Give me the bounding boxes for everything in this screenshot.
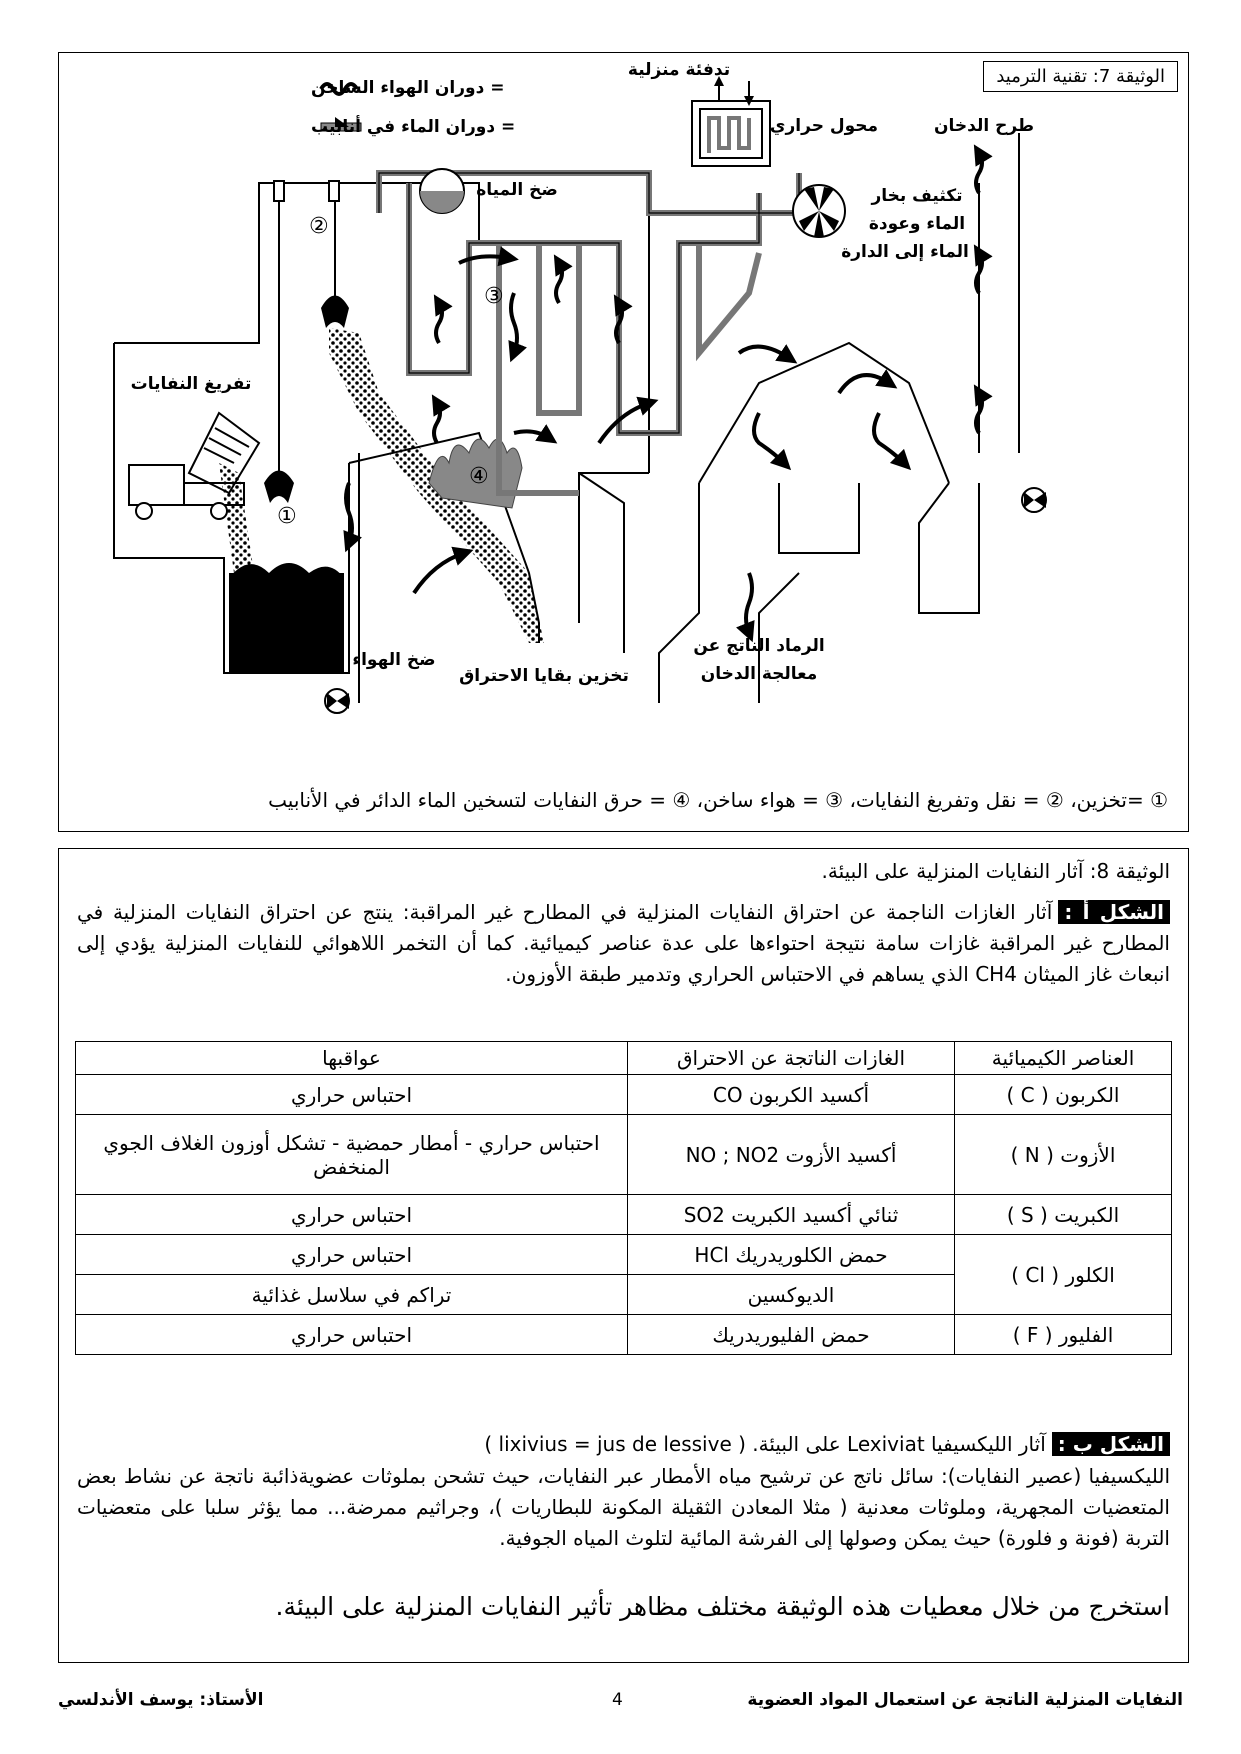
label-ash-1: الرماد الناتج عن: [693, 636, 825, 656]
table-row: [76, 1235, 1172, 1275]
cell-element: الأزوت ( N ): [955, 1115, 1172, 1195]
figure-b-heading-text: آثار الليكسيفيا Lexiviat على البيئة. ( lixivius = jus de lessive ): [484, 1432, 1046, 1456]
label-residue-storage: تخزين بقايا الاحتراق: [459, 666, 629, 686]
doc8-title: الوثيقة 8: آثار النفايات المنزلية على البيئة.: [821, 859, 1170, 883]
label-water-pump: ضخ المياه: [476, 180, 558, 200]
marker-1: ①: [277, 504, 297, 529]
cell-element: الكبريت ( S ): [955, 1195, 1172, 1235]
legend: [311, 78, 515, 137]
label-smoke-out: طرح الدخان: [934, 116, 1034, 136]
fan-icon: [325, 488, 1046, 713]
document-7-frame: [58, 52, 1189, 832]
figure-a-tag: الشكل أ :: [1058, 900, 1170, 924]
doc7-title: الوثيقة 7: تقنية الترميد: [983, 61, 1178, 92]
footer-teacher: الأستاذ: يوسف الأندلسي: [58, 1690, 264, 1710]
crane-claw-icon: [264, 296, 349, 504]
marker-2: ②: [309, 214, 329, 239]
cell-element: الكربون ( C ): [955, 1075, 1172, 1115]
page-number: 4: [612, 1690, 623, 1710]
cell-effect: احتباس حراري: [76, 1195, 628, 1235]
cell-gas: أكسيد الأزوت NO ; NO2: [628, 1115, 955, 1195]
cell-element: الكلور ( Cl ): [955, 1235, 1172, 1315]
question-text: استخرج من خلال معطيات هذه الوثيقة مختلف مظاهر تأثير النفايات المنزلية على البيئة.: [275, 1592, 1170, 1621]
figure-b-heading: [77, 1429, 1170, 1460]
header-gases: الغازات الناتجة عن الاحتراق: [628, 1042, 955, 1075]
label-air-pump: ضخ الهواء: [352, 650, 436, 670]
cell-effect: احتباس حراري: [76, 1235, 628, 1275]
label-ash-2: معالجة الدخان: [700, 664, 818, 684]
figure-a-text: آثار الغازات الناجمة عن احتراق النفايات المنزلية في المطارح غير المراقبة: ينتج عن احتراق النفايات المنزلية في المطارح غير المراقبة غازات سامة نتيجة احتواءها على عدة عناصر كيميائية. كما أن التخمر اللاهوائي للنفايات المنزلية يؤدي إلى انبعاث غاز الميثان CH4 الذي يساهم في الاحتباس الحراري وتدمير طبقة الأوزون.: [77, 900, 1170, 986]
document-8-frame: [58, 848, 1189, 1663]
cell-effect: تراكم في سلاسل غذائية: [76, 1275, 628, 1315]
marker-3: ③: [484, 284, 504, 309]
water-pump-tank: [420, 169, 464, 213]
table-row: [76, 1195, 1172, 1235]
incineration-diagram: [59, 53, 1188, 783]
label-condense-3: الماء إلى الدارة: [841, 242, 969, 262]
figure-a-paragraph: [77, 897, 1170, 990]
table-header-row: [76, 1042, 1172, 1075]
cell-gas: حمض الكلوريدريك HCl: [628, 1235, 955, 1275]
cell-effect: احتباس حراري - أمطار حمضية - تشكل أوزون الغلاف الجوي المنخفض: [76, 1115, 628, 1195]
table-row: [76, 1075, 1172, 1115]
label-home-heating: تدفئة منزلية: [627, 60, 731, 80]
label-heat-exchanger: محول حراري: [769, 116, 879, 136]
table-row: [76, 1115, 1172, 1195]
cell-gas: الديوكسين: [628, 1275, 955, 1315]
legend-water-pipes: = دوران الماء في أنابيب: [311, 117, 516, 137]
heat-exchanger: [692, 81, 770, 166]
cell-effect: احتباس حراري: [76, 1315, 628, 1355]
chemical-elements-table: [75, 1041, 1172, 1355]
footer-title: النفايات المنزلية الناتجة عن استعمال المواد العضوية: [747, 1690, 1183, 1710]
waste-bunker: [229, 573, 344, 673]
header-elements: العناصر الكيميائية: [955, 1042, 1172, 1075]
figure-b-text: الليكسيفيا (عصير النفايات): سائل ناتج عن ترشيح مياه الأمطار عبر النفايات، حيث تشحن بملوثات عضويةذائبة ناتجة عن نشاط بعض المتعضيات المجهرية، وملوثات معدنية ( مثلا المعادن الثقيلة المكونة للبطاريات )، وجراثيم ممرضة... مما يؤثر سلبا على متعضيات التربة (فونة و فلورة) حيث يمكن وصولها إلى الفرشة المائية لتلوث المياه الجوفية.: [77, 1464, 1170, 1550]
cell-element: الفليور ( F ): [955, 1315, 1172, 1355]
figure-b-tag: الشكل ب :: [1052, 1432, 1170, 1456]
label-condense-1: تكثيف بخار: [871, 186, 963, 206]
marker-4: ④: [469, 464, 489, 489]
table-row: [76, 1315, 1172, 1355]
cell-gas: حمض الفليوريدريك: [628, 1315, 955, 1355]
legend-hot-air: = دوران الهواء الساخن: [311, 78, 505, 98]
header-effects: عواقبها: [76, 1042, 628, 1075]
condenser-icon: [793, 185, 845, 237]
doc7-caption: ① =تخزين، ② = نقل وتفريغ النفايات، ③ = هواء ساخن، ④ = حرق النفايات لتسخين الماء الدائر في الأنابيب: [268, 788, 1168, 812]
cell-gas: ثنائي أكسيد الكبريت SO2: [628, 1195, 955, 1235]
cell-gas: أكسيد الكربون CO: [628, 1075, 955, 1115]
cell-effect: احتباس حراري: [76, 1075, 628, 1115]
label-condense-2: الماء وعودة: [868, 214, 966, 234]
label-waste-unload: تفريغ النفايات: [130, 374, 252, 394]
